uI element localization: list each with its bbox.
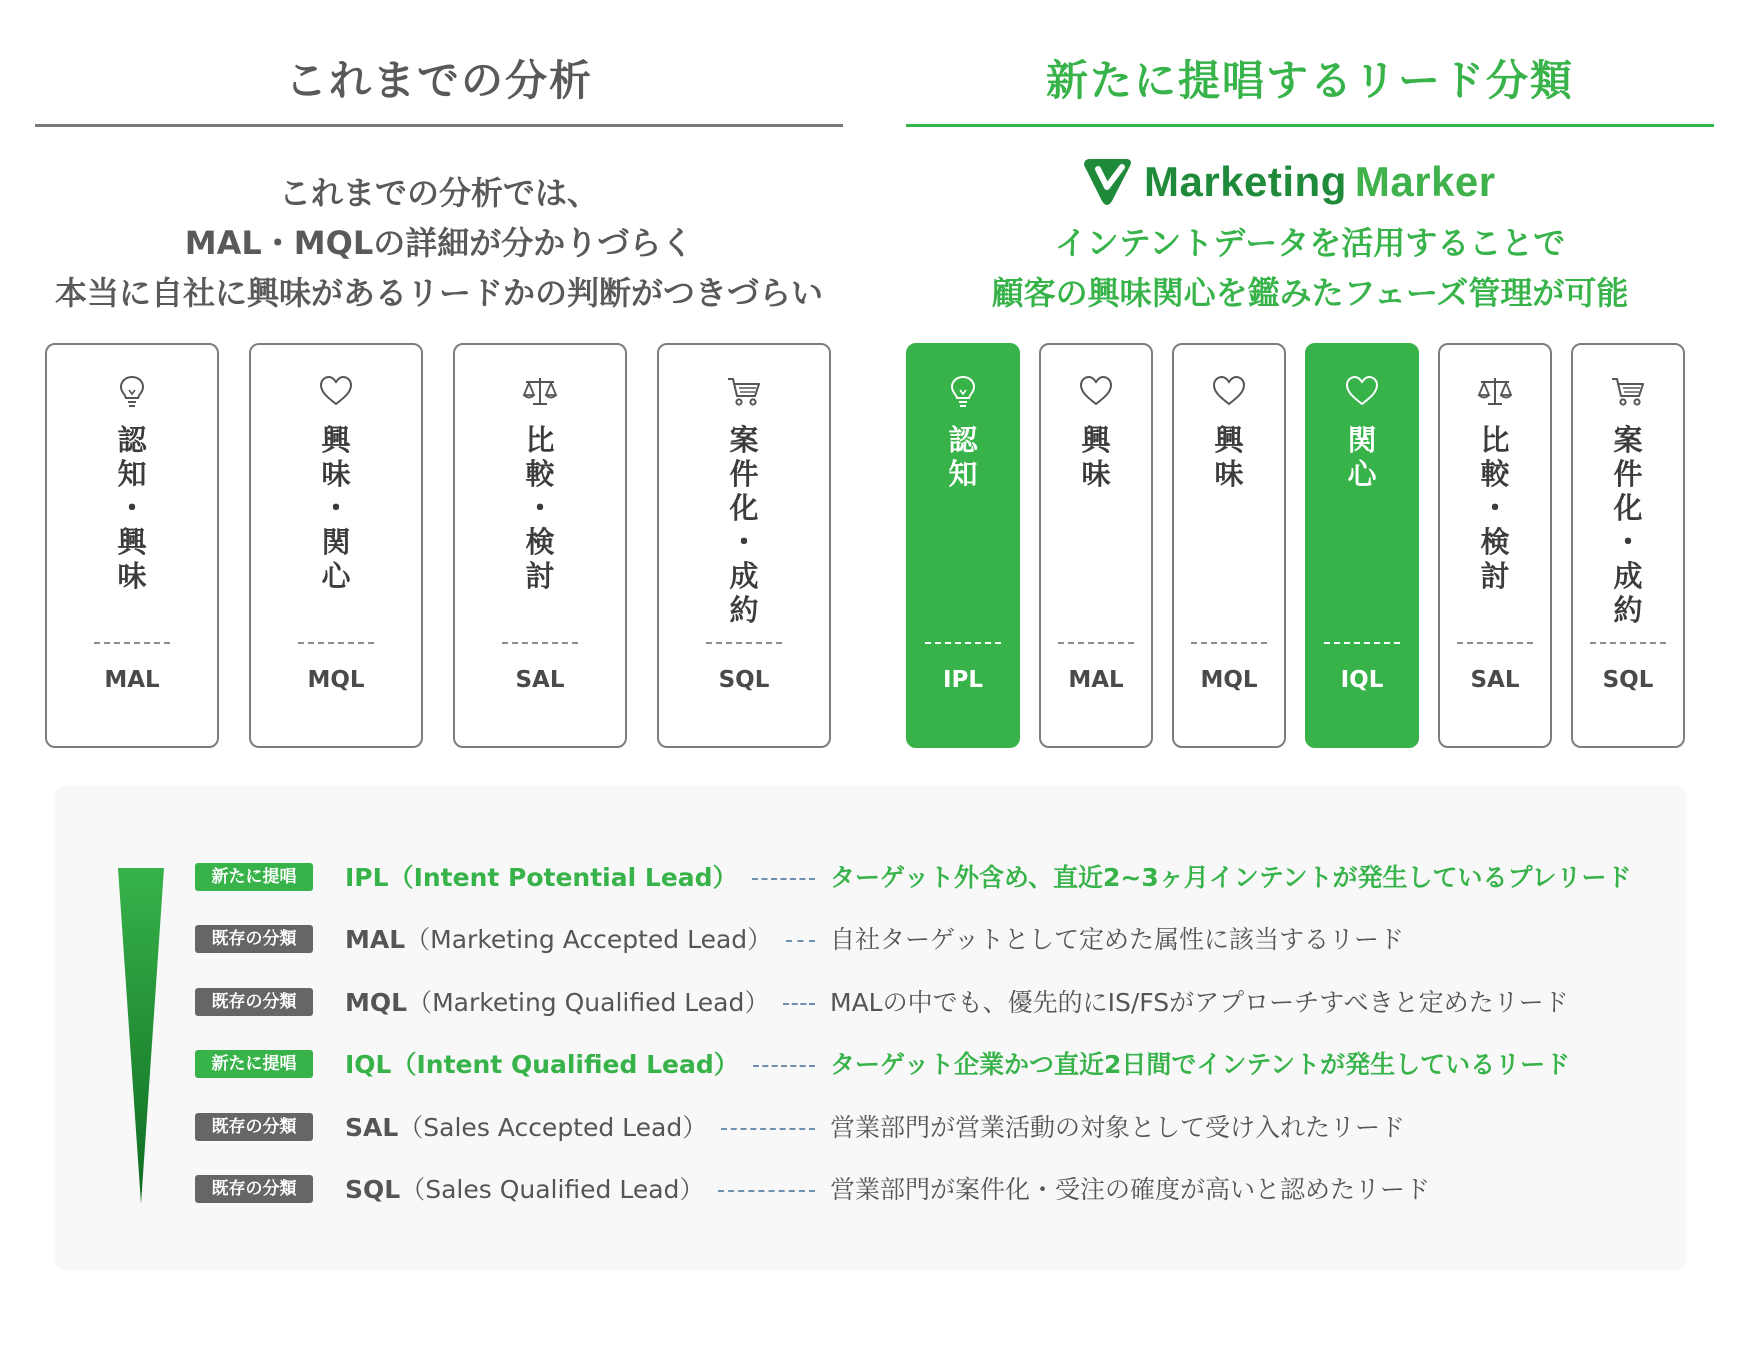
lead-definition-row bbox=[195, 1043, 1695, 1083]
classification-badge: 既存の分類 bbox=[195, 1113, 313, 1141]
lead-full-name: （Intent Potential Lead） bbox=[388, 863, 738, 892]
stage-label: 興 味 bbox=[1214, 423, 1244, 491]
stage-code: SQL bbox=[718, 667, 770, 693]
stage-code: SAL bbox=[515, 667, 565, 693]
stage-divider bbox=[94, 642, 170, 644]
lead-full-name: （Sales Qualified Lead） bbox=[400, 1175, 705, 1204]
current-analysis-title: これまでの分析 bbox=[284, 56, 593, 105]
stage-code: MQL bbox=[1200, 667, 1258, 693]
scale-icon bbox=[1440, 375, 1550, 409]
stage-card-mql bbox=[1172, 343, 1286, 748]
funnel-arrow-icon bbox=[118, 868, 164, 1204]
classification-badge: 既存の分類 bbox=[195, 1175, 313, 1203]
stage-card-mql bbox=[249, 343, 423, 748]
current-analysis-description bbox=[20, 168, 858, 318]
lead-term bbox=[345, 1108, 707, 1144]
lead-full-name: （Marketing Accepted Lead） bbox=[405, 925, 773, 955]
lead-definition-row bbox=[195, 1168, 1695, 1208]
stage-divider bbox=[298, 642, 374, 644]
description-line: これまでの分析では、 bbox=[278, 174, 599, 212]
stage-divider bbox=[502, 642, 578, 644]
lead-code: MAL bbox=[345, 925, 406, 955]
lead-full-name: （Sales Accepted Lead） bbox=[398, 1112, 708, 1142]
stage-divider bbox=[1457, 642, 1533, 644]
lead-term bbox=[345, 983, 769, 1019]
marketing-marker-logo bbox=[1078, 150, 1496, 214]
lead-code: SAL bbox=[345, 1112, 399, 1142]
lead-code: IPL bbox=[345, 863, 389, 892]
lead-term bbox=[345, 858, 738, 894]
lead-code: IQL bbox=[345, 1050, 392, 1080]
stage-label: 興 味 bbox=[1081, 423, 1111, 491]
lead-description: 営業部門が営業活動の対象として受け入れたリード bbox=[830, 1112, 1406, 1142]
cart-icon bbox=[659, 375, 829, 409]
lightbulb-icon bbox=[47, 375, 217, 409]
logo-word-marketing: Marketing bbox=[1144, 158, 1347, 205]
heart-icon bbox=[1041, 375, 1151, 409]
stage-label: 案 件 化 ・ 成 約 bbox=[1613, 423, 1643, 627]
lead-description: 営業部門が案件化・受注の確度が高いと認めたリード bbox=[830, 1175, 1431, 1204]
stage-label: 認 知 ・ 興 味 bbox=[117, 423, 147, 593]
lead-definition-row bbox=[195, 856, 1695, 896]
proposed-classification-divider bbox=[906, 124, 1714, 127]
heart-icon bbox=[1307, 375, 1417, 409]
lead-code: MQL bbox=[345, 987, 408, 1017]
lead-term bbox=[345, 1045, 739, 1081]
connector-line bbox=[753, 1065, 815, 1067]
lead-code: SQL bbox=[345, 1175, 401, 1204]
stage-card-sql bbox=[657, 343, 831, 748]
lead-description: 自社ターゲットとして定めた属性に該当するリード bbox=[830, 925, 1405, 955]
stage-code: SQL bbox=[1602, 667, 1654, 693]
classification-badge: 既存の分類 bbox=[195, 925, 313, 953]
connector-line bbox=[721, 1128, 815, 1130]
stage-card-iql bbox=[1305, 343, 1419, 748]
stage-card-mal bbox=[1039, 343, 1153, 748]
stage-code: MAL bbox=[1068, 667, 1124, 693]
stage-divider bbox=[925, 642, 1001, 644]
proposed-classification-title: 新たに提唱するリード分類 bbox=[1045, 56, 1574, 105]
current-analysis-divider bbox=[35, 124, 843, 127]
stage-card-mal bbox=[45, 343, 219, 748]
stage-divider bbox=[1058, 642, 1134, 644]
cart-icon bbox=[1573, 375, 1683, 409]
stage-divider bbox=[706, 642, 782, 644]
classification-badge: 既存の分類 bbox=[195, 988, 313, 1016]
heart-icon bbox=[251, 375, 421, 409]
stage-label: 興 味 ・ 関 心 bbox=[321, 423, 351, 593]
marketing-marker-logo-icon bbox=[1078, 155, 1136, 209]
stage-label: 関 心 bbox=[1347, 423, 1377, 491]
stage-code: SAL bbox=[1470, 667, 1520, 693]
stage-card-sql bbox=[1571, 343, 1685, 748]
lead-term bbox=[345, 1170, 704, 1206]
description-line: 顧客の興味関心を鑑みたフェーズ管理が可能 bbox=[991, 274, 1629, 312]
classification-badge: 新たに提唱 bbox=[195, 1050, 313, 1078]
lead-definition-row bbox=[195, 981, 1695, 1021]
connector-line bbox=[752, 878, 815, 880]
connector-line bbox=[718, 1190, 815, 1192]
stage-divider bbox=[1324, 642, 1400, 644]
stage-code: MAL bbox=[104, 667, 160, 693]
connector-line bbox=[786, 940, 815, 942]
stage-label: 比 較 ・ 検 討 bbox=[525, 423, 555, 593]
stage-code: IQL bbox=[1340, 667, 1384, 693]
stage-label: 認 知 bbox=[948, 423, 978, 491]
logo-word-marker: Marker bbox=[1354, 158, 1496, 205]
lead-description: ターゲット外含め、直近2~3ヶ月インテントが発生しているプレリード bbox=[830, 863, 1632, 892]
lead-full-name: （Intent Qualified Lead） bbox=[391, 1050, 739, 1080]
stage-label: 案 件 化 ・ 成 約 bbox=[729, 423, 759, 627]
scale-icon bbox=[455, 375, 625, 409]
heart-icon bbox=[1174, 375, 1284, 409]
description-line: 本当に自社に興味があるリードかの判断がつきづらい bbox=[54, 274, 823, 312]
stage-label: 比 較 ・ 検 討 bbox=[1480, 423, 1510, 593]
stage-card-sal bbox=[1438, 343, 1552, 748]
lead-definition-row bbox=[195, 918, 1695, 958]
stage-divider bbox=[1590, 642, 1666, 644]
stage-divider bbox=[1191, 642, 1267, 644]
lead-definition-row bbox=[195, 1106, 1695, 1146]
classification-badge: 新たに提唱 bbox=[195, 863, 313, 891]
lead-description: MALの中でも、優先的にIS/FSがアプローチすべきと定めたリード bbox=[830, 987, 1569, 1017]
stage-code: IPL bbox=[942, 667, 984, 693]
lightbulb-icon bbox=[908, 375, 1018, 409]
proposed-classification-description bbox=[906, 218, 1714, 318]
connector-line bbox=[783, 1003, 815, 1005]
lead-full-name: （Marketing Qualified Lead） bbox=[407, 987, 770, 1017]
stage-code: MQL bbox=[307, 667, 365, 693]
description-line: インテントデータを活用することで bbox=[1054, 224, 1566, 262]
stage-card-sal bbox=[453, 343, 627, 748]
stage-card-ipl bbox=[906, 343, 1020, 748]
lead-description: ターゲット企業かつ直近2日間でインテントが発生しているリード bbox=[830, 1050, 1571, 1080]
description-line: MAL・MQLの詳細が分かりづらく bbox=[184, 224, 694, 262]
lead-term bbox=[345, 920, 772, 956]
